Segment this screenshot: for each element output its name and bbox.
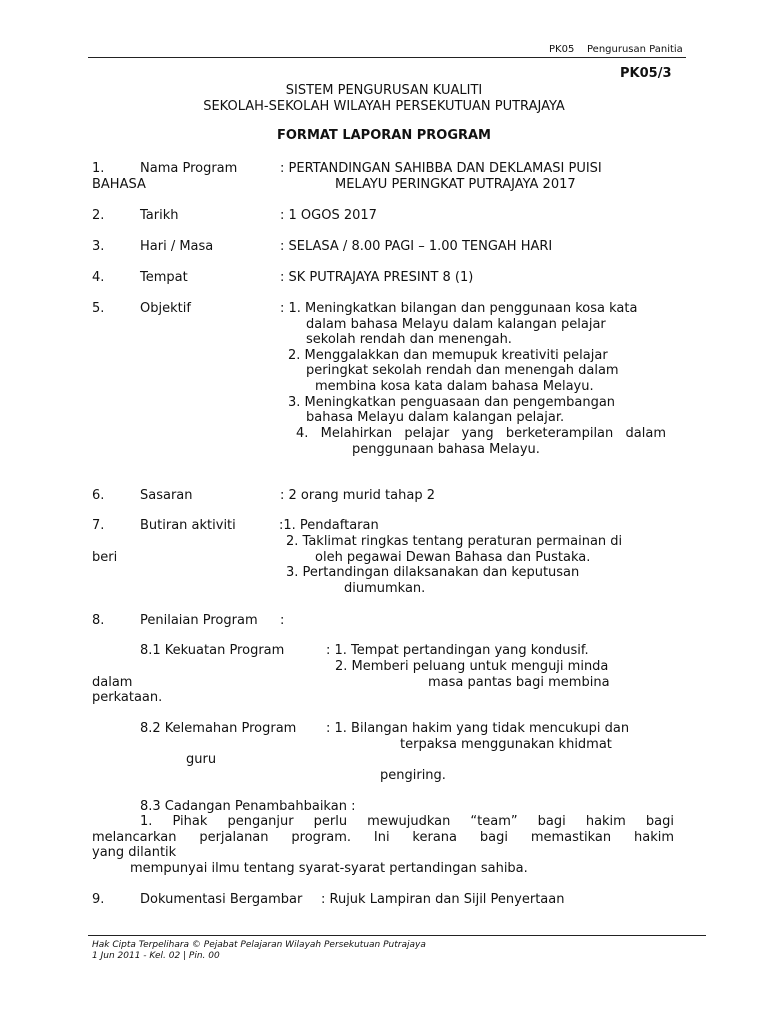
item-2-number: 2. xyxy=(92,208,105,223)
item-2-value: : 1 OGOS 2017 xyxy=(280,208,377,223)
title-line-2: SEKOLAH-SEKOLAH WILAYAH PERSEKUTUAN PUTRAJAYA xyxy=(203,99,565,114)
objective-line: dalam bahasa Melayu dalam kalangan pelajar xyxy=(306,317,606,332)
weakness-line: : 1. Bilangan hakim yang tidak mencukupi dan xyxy=(326,721,630,736)
item-4-label: Tempat xyxy=(140,270,188,285)
objective-line: 2. Menggalakkan dan memupuk kreativiti pelajar xyxy=(288,348,608,363)
objective-line: 4. Melahirkan pelajar yang berketerampilan dalam xyxy=(296,426,666,441)
header-section: Pengurusan Panitia xyxy=(587,44,683,55)
item-3-number: 3. xyxy=(92,239,105,254)
item-2-label: Tarikh xyxy=(140,208,179,223)
item-6-number: 6. xyxy=(92,488,105,503)
objective-line: peringkat sekolah rendah dan menengah dalam xyxy=(306,363,619,378)
header-code: PK05 xyxy=(549,44,575,55)
item-8-number: 8. xyxy=(92,613,105,628)
header-rule xyxy=(88,57,686,58)
activity-line: :1. Pendaftaran xyxy=(279,518,379,533)
objective-line: membina kosa kata dalam bahasa Melayu. xyxy=(315,379,594,394)
item-1-continuation: MELAYU PERINGKAT PUTRAJAYA 2017 xyxy=(335,177,576,192)
item-1-value: : PERTANDINGAN SAHIBBA DAN DEKLAMASI PUISI xyxy=(280,161,602,176)
subsection-8-1-label: 8.1 Kekuatan Program xyxy=(140,643,285,658)
item-5-label: Objektif xyxy=(140,301,191,316)
item-7-label: Butiran aktiviti xyxy=(140,518,236,533)
footer-revision: 1 Jun 2011 - Kel. 02 | Pin. 00 xyxy=(92,951,220,961)
item-4-value: : SK PUTRAJAYA PRESINT 8 (1) xyxy=(280,270,474,285)
item-1-continuation-left: BAHASA xyxy=(92,177,146,192)
objective-line: penggunaan bahasa Melayu. xyxy=(352,442,540,457)
improvement-line: 1. Pihak penganjur perlu mewujudkan “team” bagi hakim bagi xyxy=(140,814,674,829)
item-1-label: Nama Program xyxy=(140,161,238,176)
item-3-label: Hari / Masa xyxy=(140,239,214,254)
weakness-line: terpaksa menggunakan khidmat xyxy=(400,737,612,752)
strength-line: 2. Memberi peluang untuk menguji minda xyxy=(335,659,609,674)
strength-line: masa pantas bagi membina xyxy=(428,675,610,690)
title-line-1: SISTEM PENGURUSAN KUALITI xyxy=(285,83,483,98)
subsection-8-2-label: 8.2 Kelemahan Program xyxy=(140,721,297,736)
objective-line: sekolah rendah dan menengah. xyxy=(306,332,512,347)
improvement-line: yang dilantik xyxy=(92,845,177,860)
item-6-label: Sasaran xyxy=(140,488,193,503)
item-5-number: 5. xyxy=(92,301,105,316)
document-ref: PK05/3 xyxy=(620,66,672,81)
objective-line: 3. Meningkatkan penguasaan dan pengembangan xyxy=(288,395,616,410)
improvement-line: mempunyai ilmu tentang syarat-syarat pertandingan sahiba. xyxy=(130,861,528,876)
weakness-line: pengiring. xyxy=(380,768,446,783)
item-9-value: : Rujuk Lampiran dan Sijil Penyertaan xyxy=(321,892,565,907)
item-1-number: 1. xyxy=(92,161,105,176)
activity-line: 2. Taklimat ringkas tentang peraturan permainan di xyxy=(286,534,623,549)
item-9-label: Dokumentasi Bergambar xyxy=(140,892,303,907)
weakness-line: guru xyxy=(186,752,217,767)
footer-rule xyxy=(88,935,706,936)
objective-line: bahasa Melayu dalam kalangan pelajar. xyxy=(306,410,565,425)
item-7-number: 7. xyxy=(92,518,105,533)
footer-copyright: Hak Cipta Terpelihara © Pejabat Pelajaran Wilayah Persekutuan Putrajaya xyxy=(92,940,426,950)
activity-line: 3. Pertandingan dilaksanakan dan keputusan xyxy=(286,565,580,580)
objective-line: : 1. Meningkatkan bilangan dan penggunaan kosa kata xyxy=(280,301,638,316)
improvement-line: melancarkan perjalanan program. Ini kerana bagi memastikan hakim xyxy=(92,830,674,845)
subsection-8-3-label: 8.3 Cadangan Penambahbaikan : xyxy=(140,799,356,814)
item-9-number: 9. xyxy=(92,892,105,907)
item-8-label: Penilaian Program xyxy=(140,613,258,628)
strength-line: perkataan. xyxy=(92,690,163,705)
strength-line: dalam xyxy=(92,675,133,690)
strength-line: : 1. Tempat pertandingan yang kondusif. xyxy=(326,643,589,658)
item-6-value: : 2 orang murid tahap 2 xyxy=(280,488,435,503)
activity-line: oleh pegawai Dewan Bahasa dan Pustaka. xyxy=(315,550,591,565)
item-8-colon: : xyxy=(280,613,285,628)
activity-line: beri xyxy=(92,550,118,565)
form-title: FORMAT LAPORAN PROGRAM xyxy=(277,128,491,143)
activity-line: diumumkan. xyxy=(344,581,426,596)
item-3-value: : SELASA / 8.00 PAGI – 1.00 TENGAH HARI xyxy=(280,239,553,254)
item-4-number: 4. xyxy=(92,270,105,285)
